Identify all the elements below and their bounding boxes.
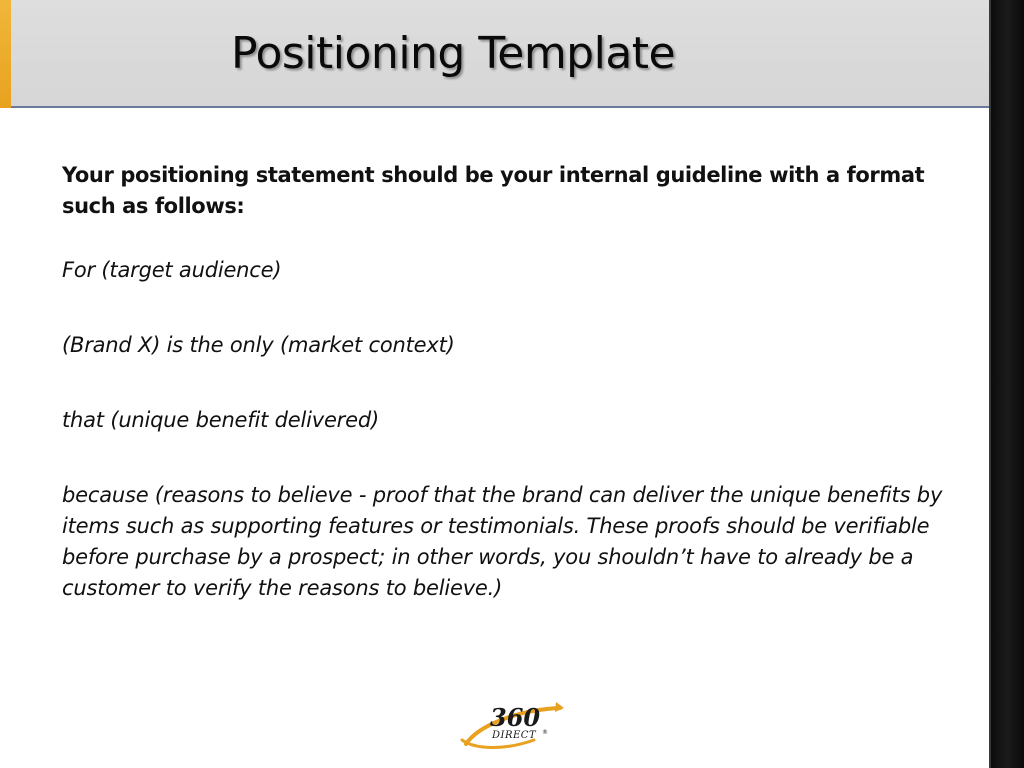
slide-body <box>62 160 962 604</box>
slide-frame-right <box>991 0 1024 768</box>
logo-graphic <box>456 696 566 752</box>
logo-registered-mark: ® <box>542 729 548 736</box>
slide-title: Positioning Template <box>231 28 676 79</box>
template-line-benefit: that (unique benefit delivered) <box>62 408 379 432</box>
title-accent-stripe <box>0 0 11 108</box>
template-line-audience: For (target audience) <box>62 258 282 282</box>
intro-text: Your positioning statement should be your internal guideline with a format such as follows: <box>62 163 925 218</box>
title-bar <box>11 0 990 108</box>
template-line-brand: (Brand X) is the only (market context) <box>62 333 455 357</box>
template-line-reasons: because (reasons to believe - proof that the brand can deliver the unique benefits by items such as supporting features or testimonials. These proofs should be verifiable before purchase by a prospect; in other words, you shouldn’t have to already be a customer to verify the reasons to believe.) <box>62 483 943 600</box>
company-logo <box>456 696 566 752</box>
logo-number: 360 <box>490 703 541 732</box>
logo-word: DIRECT <box>492 730 537 741</box>
